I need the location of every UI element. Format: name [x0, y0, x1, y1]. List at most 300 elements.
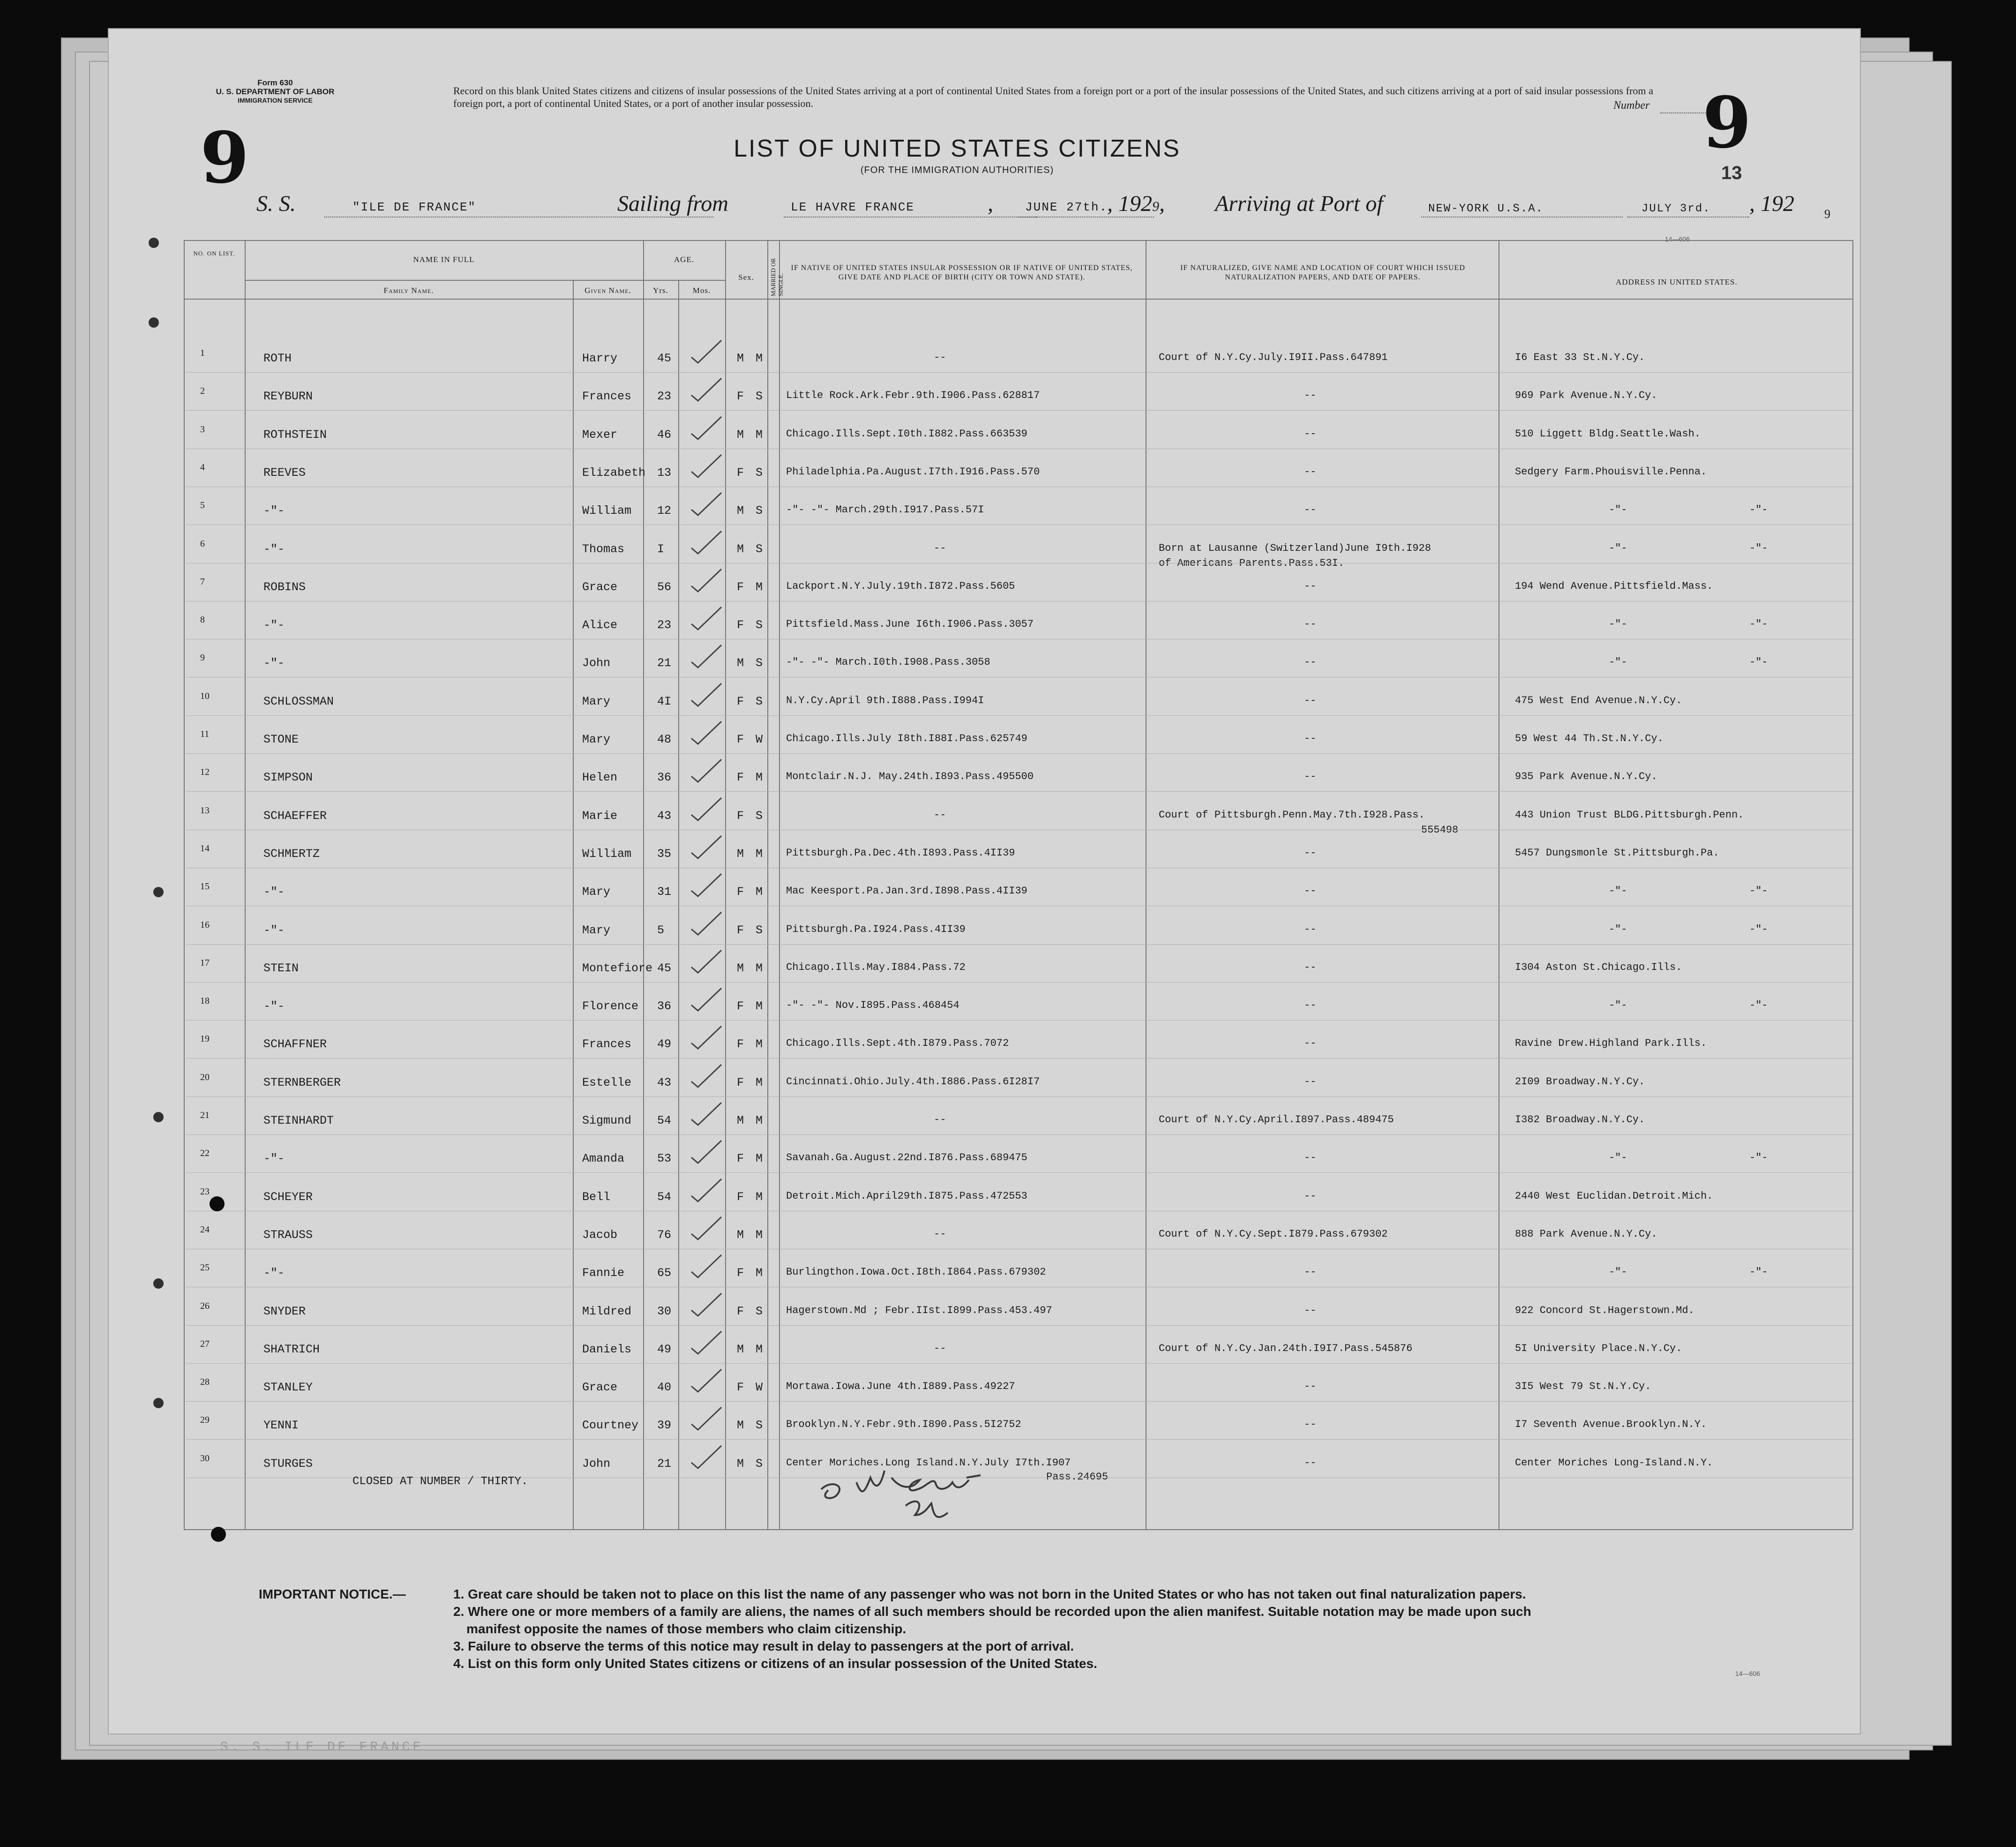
- address: 5457 Dungsmonle St.Pittsburgh.Pa.: [1515, 847, 1719, 859]
- sex: F: [737, 1152, 744, 1166]
- notice-item-2: 2. Where one or more members of a family are aliens, the names of all such members should be recorded upon the alien manifest. Suitable notation may be made upon such: [453, 1604, 1531, 1619]
- naturalization: --: [1304, 1419, 1317, 1431]
- given-name: John: [582, 1457, 611, 1471]
- row-number: 25: [200, 1262, 210, 1273]
- row-rule: [186, 791, 1855, 792]
- check-mark: [688, 795, 725, 823]
- family-name: SCHLOSSMAN: [263, 694, 334, 708]
- address: I304 Aston St.Chicago.Ills.: [1515, 961, 1682, 973]
- address: 5I University Place.N.Y.Cy.: [1515, 1342, 1682, 1354]
- marital-status: S: [756, 390, 763, 404]
- given-name: Thomas: [582, 542, 625, 556]
- marital-status: S: [756, 618, 763, 632]
- sex: F: [737, 999, 744, 1014]
- birth-place-date: Center Moriches.Long Island.N.Y.July I7th.I907: [786, 1457, 1071, 1469]
- table-row: [109, 539, 1862, 577]
- given-name: Mary: [582, 733, 611, 746]
- given-name: Frances: [582, 1037, 632, 1051]
- marital-status: M: [756, 1114, 763, 1127]
- row-rule: [186, 1020, 1855, 1021]
- family-name: -"-: [263, 542, 285, 556]
- given-name: Marie: [582, 809, 618, 823]
- address: 475 West End Avenue.N.Y.Cy.: [1515, 694, 1682, 706]
- naturalization: --: [1304, 1075, 1317, 1088]
- given-name: Mexer: [582, 428, 618, 442]
- family-name: STANLEY: [263, 1381, 313, 1395]
- address-ditto: -"-: [1749, 656, 1768, 668]
- birth-place-date: Hagerstown.Md ; Febr.IIst.I899.Pass.453.497: [786, 1304, 1052, 1316]
- table-row: [109, 348, 1862, 386]
- naturalization: --: [1304, 999, 1317, 1012]
- naturalization: --: [1304, 885, 1317, 897]
- given-name: Mary: [582, 923, 611, 937]
- age-years: 45: [657, 961, 672, 975]
- row-number: 28: [200, 1377, 210, 1388]
- family-name: SCHEYER: [263, 1190, 313, 1204]
- check-mark: [688, 1366, 725, 1395]
- family-name: STEIN: [263, 961, 299, 975]
- row-rule: [186, 715, 1855, 716]
- address: 59 West 44 Th.St.N.Y.Cy.: [1515, 733, 1664, 744]
- row-rule: [186, 1325, 1855, 1326]
- birth-place-date: Pittsburgh.Pa.I924.Pass.4II39: [786, 923, 966, 935]
- address-ditto: -"-: [1749, 1152, 1768, 1164]
- sex: F: [737, 885, 744, 899]
- age-years: 49: [657, 1037, 672, 1051]
- table-row: [109, 615, 1862, 653]
- address: -"-: [1609, 1152, 1627, 1164]
- punch-hole: [153, 887, 164, 897]
- service-name: IMMIGRATION SERVICE: [238, 97, 313, 104]
- address: 969 Park Avenue.N.Y.Cy.: [1515, 390, 1657, 402]
- naturalization: --: [1304, 580, 1317, 592]
- family-name: SIMPSON: [263, 771, 313, 785]
- row-rule: [186, 372, 1855, 373]
- given-name: Grace: [582, 1381, 618, 1395]
- family-name: SCHAFFNER: [263, 1037, 327, 1051]
- birth-place-date: Mortawa.Iowa.June 4th.I889.Pass.49227: [786, 1381, 1015, 1393]
- age-years: I: [657, 542, 665, 556]
- manifest-sheet: Form 630 U. S. DEPARTMENT OF LABOR IMMIGRATION SERVICE 9 Record on this blank United States citizens and citizens of insular possessions of the United States arriving at a port of continental United States from a foreign port or a port of the insular possessions of the United States, and such citizens arriving at a port of said insular possessions from a foreign port, a port of continental United States, or a port of another insular possession. LIST OF UNITED STATES CITIZENS (FOR THE IMMIGRATION AUTHORITIES) Number 9 13 S. S. "ILE DE FRANCE" Sailing from LE HAVRE FRANCE , JUNE 27th. , 1929, Arriving at Port of NEW-YORK U.S.A. JULY 3rd. , 192 9 14—606 NO. ON LIST. NAME IN FULL Family Name. Given Name. AGE. Yrs. Mos. Sex. MARRIED OR SINGLE. IF NATIVE OF UNITED STATES INSULAR POSSESSION OR IF NATIVE OF UNITED STATES, GIVE DATE AND PLACE OF BIRTH (CITY OR TOWN AND STATE). IF NATURALIZED, GIVE NAME AND LOCATION OF COURT WHICH ISSUED NATURALIZATION PAPERS, AND DATE OF PAPERS. ADDRESS IN UNITED STATES. 1 ROTH Harry 45 M M -- Court of N.Y.Cy.July.I9II.Pass.647891 I6 East 33 St.N.Y.Cy. 2 REYBURN Frances 23 F S Little Rock.Ark.Febr.9th.I906.Pass.628817 -- 969 Park Avenue.N.Y.Cy. 3 ROTHSTEIN Mexer 46 M M Chicago.Ills.Sept.I0th.I882.Pass.663539 -- 510 Liggett Bldg.Seattle.Wash. 4 REEVES Elizabeth 13 F S Philadelphia.Pa.August.I7th.I916.Pass.570 -- Sedgery Farm.Phouisville.Penna. 5 -"- William 12 M S -"- -"- March.29th.I917.Pass.57I -- -"- -"- 6 -"- Thomas I M S -- Born at Lausanne (Switzerland)June I9th.I928 -"- of Americans Parents.Pass.53I. -"- 7 ROBINS Grace 56 F M Lackport.N.Y.July.19th.I872.Pass.5605 -- 194 Wend Avenue.Pittsfield.Mass. 8 -"- Alice 23 F S Pittsfield.Mass.June I6th.I906.Pass.3057 -- -"- -"- 9 -"- John 21 M S -"- -"- March.I0th.I908.Pass.3058 -- -"- -"- 10 SCHLOSSMAN Mary 4I F S N.Y.Cy.April 9th.I888.Pass.I994I -- 475 West End Avenue.N.Y.Cy. 11 STONE Mary 48 F W Chicago.Ills.July I8th.I88I.Pass.625749 -- 59 West 44 Th.St.N.Y.Cy. 12 SIMPSON Helen 36 F M Montclair.N.J. May.24th.I893.Pass.495500 -- 935 Park Avenue.N.Y.Cy. 13 SCHAEFFER Marie 43 F S -- Court of Pittsburgh.Penn.May.7th.I928.Pass. 443 Union Trust BLDG.Pittsburgh.Penn. 555498 14 SCHMERTZ William 35 M M Pittsburgh.Pa.Dec.4th.I893.Pass.4II39 -- 5457 Dungsmonle St.Pittsburgh.Pa. 15 -"- Mary 31 F M Mac Keesport.Pa.Jan.3rd.I898.Pass.4II39 -- -"- -"- 16 -"- Mary 5 F S Pittsburgh.Pa.I924.Pass.4II39 -- -"- -"- 17 STEIN Montefiore 45 M M Chicago.Ills.May.I884.Pass.72 -- I304 Aston St.Chicago.Ills. 18 -"- Florence 36 F M -"- -"- Nov.I895.Pass.468454 -- -"- -"- 19 SCHAFFNER Frances 49 F M Chicago.Ills.Sept.4th.I879.Pass.7072 -- Ravine Drew.Highland Park.Ills. 20 STERNBERGER Estelle 43 F M Cincinnati.Ohio.July.4th.I886.Pass.6I28I7 -- 2I09 Broadway.N.Y.Cy. 21 STEINHARDT Sigmund 54 M M -- Court of N.Y.Cy.April.I897.Pass.489475 I382 Broadway.N.Y.Cy. 22 -"- Amanda 53 F M Savanah.Ga.August.22nd.I876.Pass.689475 -- -"- -"- 23 SCHEYER Bell 54 F M Detroit.Mich.April29th.I875.Pass.472553 -- 2440 West Euclidan.Detroit.Mich. 24 STRAUSS Jacob 76 M M -- Court of N.Y.Cy.Sept.I879.Pass.679302 888 Park Avenue.N.Y.Cy. 25 -"- Fannie 65 F M Burlingthon.Iowa.Oct.I8th.I864.Pass.679302 -- -"- -"- 26 SNYDER Mildred 30 F S Hagerstown.Md ; Febr.IIst.I899.Pass.453.497 -- 922 Concord St.Hagerstown.Md. 27 SHATRICH Daniels 49 M M -- Court of N.Y.Cy.Jan.24th.I9I7.Pass.545876 5I University Place.N.Y.Cy. 28 STANLEY Grace 40 F W Mortawa.Iowa.June 4th.I889.Pass.49227 -- 3I5 West 79 St.N.Y.Cy. 29 YENNI Courtney 39 M S Brooklyn.N.Y.Febr.9th.I890.Pass.5I2752 -- I7 Seventh Avenue.Brooklyn.N.Y. 30 STURGES John 21 M S Center Moriches.Long Island.N.Y.July I7th.I907 -- Center Moriches Long-Island.N.Y. Pass.24695 CLOSED AT NUMBER / THIRTY. IMPORTANT NOTICE.— 1. Great care should be taken not to place on this list the name of any passenger who was not born in the United States or who has not taken out final naturalization papers. 2. Where one or more members of a family are aliens, the names of all such members should be recorded upon the alien manifest. Suitable notation may be made upon such manifest opposite the names of those members who claim citizenship. 3. Failure to observe the terms of this notice may result in delay to passengers at the port of arrival. 4. List on this form only United States citizens or citizens of an insular possession of the United States. 14—606: [108, 28, 1861, 1734]
- punch-hole: [149, 317, 159, 328]
- check-mark: [688, 1443, 725, 1471]
- row-number: 29: [200, 1415, 210, 1426]
- given-name: Harry: [582, 352, 618, 365]
- marital-status: S: [756, 1419, 763, 1433]
- age-years: 31: [657, 885, 672, 899]
- naturalization: --: [1304, 1190, 1317, 1202]
- address: I382 Broadway.N.Y.Cy.: [1515, 1114, 1645, 1126]
- marital-status: S: [756, 809, 763, 823]
- marital-status: M: [756, 1152, 763, 1166]
- address-ditto: -"-: [1749, 618, 1768, 631]
- check-mark: [688, 1176, 725, 1204]
- age-years: 56: [657, 580, 672, 594]
- check-mark: [688, 338, 725, 366]
- row-number: 24: [200, 1224, 210, 1235]
- arrival-port: NEW-YORK U.S.A.: [1428, 203, 1544, 215]
- row-number: 3: [200, 424, 205, 435]
- age-years: 40: [657, 1381, 672, 1395]
- row-number: 27: [200, 1338, 210, 1349]
- row-rule: [186, 1058, 1855, 1059]
- marital-status: M: [756, 847, 763, 861]
- address: Sedgery Farm.Phouisville.Penna.: [1515, 466, 1707, 478]
- age-years: 4I: [657, 694, 672, 708]
- notice-label: IMPORTANT NOTICE.—: [259, 1587, 406, 1601]
- record-instructions: Record on this blank United States citizens and citizens of insular possessions of the United States arriving at a port of continental United States from a foreign port or a port of the insular possessions of the United States, and such citizens arriving at a port of said insular possessions from a foreign port, a port of continental United States, or a port of another insular possession.: [453, 85, 1653, 109]
- age-years: 53: [657, 1152, 672, 1166]
- punch-hole: [210, 1196, 225, 1211]
- naturalization: --: [1304, 466, 1317, 478]
- birth-place-date: -"- -"- March.I0th.I908.Pass.3058: [786, 656, 990, 668]
- header-age: AGE.: [674, 255, 695, 264]
- birth-place-date: Lackport.N.Y.July.19th.I872.Pass.5605: [786, 580, 1015, 592]
- closing-note: CLOSED AT NUMBER / THIRTY.: [352, 1475, 528, 1488]
- sex: F: [737, 771, 744, 785]
- address: -"-: [1609, 923, 1627, 935]
- punch-hole: [153, 1278, 164, 1289]
- check-mark: [688, 1138, 725, 1166]
- given-name: Grace: [582, 580, 618, 594]
- sex: M: [737, 1419, 744, 1433]
- marital-status: S: [756, 542, 763, 556]
- table-row: [109, 843, 1862, 881]
- address: 888 Park Avenue.N.Y.Cy.: [1515, 1228, 1657, 1240]
- marital-status: M: [756, 1037, 763, 1051]
- table-row: [109, 500, 1862, 538]
- sailing-year-digit: 9: [1152, 199, 1159, 214]
- sex: M: [737, 847, 744, 861]
- row-rule: [186, 1401, 1855, 1402]
- sex: M: [737, 428, 744, 442]
- table-row: [109, 805, 1862, 843]
- naturalization: --: [1304, 390, 1317, 402]
- punch-hole: [153, 1112, 164, 1122]
- marital-status: S: [756, 923, 763, 937]
- row-number: 9: [200, 653, 205, 663]
- sailing-label: Sailing from: [617, 191, 728, 216]
- sheet-stamp-number: 9: [200, 117, 249, 199]
- age-years: 21: [657, 656, 672, 670]
- check-mark: [688, 719, 725, 747]
- sex: F: [737, 694, 744, 708]
- naturalization: --: [1304, 1037, 1317, 1050]
- sex: F: [737, 618, 744, 632]
- header-naturalization: IF NATURALIZED, GIVE NAME AND LOCATION OF COURT WHICH ISSUED NATURALIZATION PAPERS, AND DATE OF PAPERS.: [1180, 264, 1465, 281]
- naturalization: --: [1304, 1457, 1317, 1469]
- address: 935 Park Avenue.N.Y.Cy.: [1515, 771, 1657, 783]
- header-given-name: Given Name.: [585, 286, 631, 295]
- family-name: -"-: [263, 1266, 285, 1280]
- arriving-label: Arriving at Port of: [1215, 191, 1383, 216]
- row-number: 1: [200, 348, 205, 358]
- row-rule: [186, 1172, 1855, 1173]
- marital-status: M: [756, 428, 763, 442]
- marital-status: M: [756, 580, 763, 594]
- row-rule: [186, 753, 1855, 754]
- family-name: -"-: [263, 656, 285, 670]
- age-years: 65: [657, 1266, 672, 1280]
- marital-status: S: [756, 466, 763, 480]
- birth-place-date: Chicago.Ills.Sept.I0th.I882.Pass.663539: [786, 428, 1027, 440]
- row-number: 7: [200, 576, 205, 587]
- birth-place-date: Montclair.N.J. May.24th.I893.Pass.495500: [786, 771, 1034, 783]
- address: -"-: [1609, 542, 1627, 554]
- sex: M: [737, 1342, 744, 1356]
- address: 194 Wend Avenue.Pittsfield.Mass.: [1515, 580, 1713, 592]
- marital-status: M: [756, 771, 763, 785]
- birth-place-date: Brooklyn.N.Y.Febr.9th.I890.Pass.5I2752: [786, 1419, 1021, 1431]
- row-number: 8: [200, 615, 205, 625]
- header-years: Yrs.: [653, 286, 668, 295]
- age-years: 48: [657, 733, 672, 746]
- given-name: Frances: [582, 390, 632, 404]
- naturalization: --: [1304, 618, 1317, 631]
- departure-port: LE HAVRE FRANCE: [791, 200, 915, 214]
- given-name: William: [582, 504, 632, 518]
- marital-status: S: [756, 1304, 763, 1318]
- check-mark: [688, 833, 725, 861]
- family-name: STEINHARDT: [263, 1114, 334, 1127]
- row-number: 22: [200, 1148, 210, 1159]
- family-name: -"-: [263, 885, 285, 899]
- naturalization: Court of N.Y.Cy.Sept.I879.Pass.679302: [1159, 1228, 1388, 1240]
- given-name: Fannie: [582, 1266, 625, 1280]
- naturalization-cont: of Americans Parents.Pass.53I.: [1159, 557, 1345, 569]
- marital-status: S: [756, 694, 763, 708]
- sex: M: [737, 542, 744, 556]
- address-ditto: -"-: [1749, 542, 1768, 554]
- address: 443 Union Trust BLDG.Pittsburgh.Penn.: [1515, 809, 1744, 821]
- family-name: STONE: [263, 733, 299, 746]
- address: 2440 West Euclidan.Detroit.Mich.: [1515, 1190, 1713, 1202]
- check-mark: [688, 1100, 725, 1128]
- family-name: REYBURN: [263, 390, 313, 404]
- age-years: 12: [657, 504, 672, 518]
- age-years: 43: [657, 1075, 672, 1089]
- age-years: 76: [657, 1228, 672, 1242]
- address: Center Moriches Long-Island.N.Y.: [1515, 1457, 1713, 1469]
- age-years: 21: [657, 1457, 672, 1471]
- naturalization: Born at Lausanne (Switzerland)June I9th.I928: [1159, 542, 1431, 554]
- table-row: [109, 1377, 1862, 1415]
- sex: F: [737, 390, 744, 404]
- family-name: -"-: [263, 923, 285, 937]
- given-name: Mildred: [582, 1304, 632, 1318]
- page-title: LIST OF UNITED STATES CITIZENS: [734, 135, 1181, 162]
- age-years: 36: [657, 771, 672, 785]
- age-years: 5: [657, 923, 665, 937]
- row-number: 20: [200, 1072, 210, 1082]
- naturalization: Court of N.Y.Cy.April.I897.Pass.489475: [1159, 1114, 1394, 1126]
- sex: F: [737, 1304, 744, 1318]
- table-row: [109, 958, 1862, 996]
- marital-status: S: [756, 1457, 763, 1471]
- list-number: 9: [1702, 82, 1752, 164]
- family-name: YENNI: [263, 1419, 299, 1433]
- check-mark: [688, 566, 725, 594]
- table-row: [109, 462, 1862, 500]
- family-name: -"-: [263, 999, 285, 1014]
- age-years: 46: [657, 428, 672, 442]
- given-name: John: [582, 656, 611, 670]
- sailing-date: JUNE 27th.: [1025, 200, 1108, 214]
- punch-hole: [149, 238, 159, 248]
- check-mark: [688, 642, 725, 670]
- arrival-year-digit: 9: [1824, 207, 1830, 221]
- row-rule: [186, 1134, 1855, 1135]
- address: -"-: [1609, 1266, 1627, 1278]
- birth-place-date: --: [934, 809, 946, 821]
- family-name: STRAUSS: [263, 1228, 313, 1242]
- marital-status: W: [756, 733, 763, 746]
- family-name: REEVES: [263, 466, 306, 480]
- birth-place-date: Cincinnati.Ohio.July.4th.I886.Pass.6I28I7: [786, 1075, 1040, 1088]
- sex: F: [737, 580, 744, 594]
- address: -"-: [1609, 656, 1627, 668]
- age-years: 30: [657, 1304, 672, 1318]
- row-number: 23: [200, 1186, 210, 1197]
- birth-place-date: --: [934, 1228, 946, 1240]
- sex: M: [737, 504, 744, 518]
- row-rule: [186, 410, 1855, 411]
- check-mark: [688, 604, 725, 632]
- marital-status: M: [756, 1190, 763, 1204]
- birth-place-date: Chicago.Ills.Sept.4th.I879.Pass.7072: [786, 1037, 1009, 1050]
- table-row: [109, 1072, 1862, 1110]
- naturalization: Court of N.Y.Cy.July.I9II.Pass.647891: [1159, 352, 1388, 363]
- birth-place-date: Detroit.Mich.April29th.I875.Pass.472553: [786, 1190, 1027, 1202]
- address: 510 Liggett Bldg.Seattle.Wash.: [1515, 428, 1701, 440]
- form-header: [202, 78, 348, 105]
- birth-place-date: --: [934, 542, 946, 554]
- header-months: Mos.: [692, 286, 711, 295]
- check-mark: [688, 1329, 725, 1357]
- sex: F: [737, 809, 744, 823]
- check-mark: [688, 1404, 725, 1433]
- age-years: 13: [657, 466, 672, 480]
- birth-place-date: Pittsburgh.Pa.Dec.4th.I893.Pass.4II39: [786, 847, 1015, 859]
- table-row: [109, 1339, 1862, 1377]
- row-number: 30: [200, 1453, 210, 1464]
- family-name: -"-: [263, 504, 285, 518]
- row-number: 18: [200, 996, 210, 1006]
- given-name: Mary: [582, 694, 611, 708]
- row-rule: [186, 1363, 1855, 1364]
- table-row: [109, 424, 1862, 462]
- department-name: U. S. DEPARTMENT OF LABOR: [216, 87, 335, 96]
- family-name: -"-: [263, 1152, 285, 1166]
- address: -"-: [1609, 999, 1627, 1012]
- row-number: 10: [200, 691, 210, 701]
- marital-status: W: [756, 1381, 763, 1395]
- naturalization-cont: 555498: [1421, 824, 1459, 836]
- naturalization: --: [1304, 694, 1317, 706]
- table-row: [109, 767, 1862, 805]
- sex: M: [737, 1114, 744, 1127]
- row-rule: [186, 982, 1855, 983]
- header-birth: IF NATIVE OF UNITED STATES INSULAR POSSESSION OR IF NATIVE OF UNITED STATES, GIVE DATE AND PLACE OF BIRTH (CITY OR TOWN AND STATE).: [791, 264, 1133, 281]
- notice-items: [453, 1585, 1836, 1672]
- table-row: [109, 691, 1862, 729]
- check-mark: [688, 490, 725, 518]
- address-ditto: -"-: [1749, 504, 1768, 516]
- given-name: Amanda: [582, 1152, 625, 1166]
- address: I6 East 33 St.N.Y.Cy.: [1515, 352, 1645, 363]
- check-mark: [688, 1252, 725, 1280]
- birth-place-date: Little Rock.Ark.Febr.9th.I906.Pass.628817: [786, 390, 1040, 402]
- naturalization: Court of N.Y.Cy.Jan.24th.I9I7.Pass.545876: [1159, 1342, 1413, 1354]
- table-row: [109, 1415, 1862, 1453]
- address-ditto: -"-: [1749, 885, 1768, 897]
- given-name: Alice: [582, 618, 618, 632]
- header-name-in-full: NAME IN FULL: [413, 255, 475, 264]
- row-number: 14: [200, 843, 210, 854]
- table-row: [109, 1224, 1862, 1262]
- birth-place-date: Philadelphia.Pa.August.I7th.I916.Pass.570: [786, 466, 1040, 478]
- sex: F: [737, 1075, 744, 1089]
- address: I7 Seventh Avenue.Brooklyn.N.Y.: [1515, 1419, 1707, 1431]
- birth-place-date: Savanah.Ga.August.22nd.I876.Pass.689475: [786, 1152, 1027, 1164]
- age-years: 39: [657, 1419, 672, 1433]
- row-number: 5: [200, 500, 205, 511]
- table-row: [109, 1186, 1862, 1224]
- address-ditto: -"-: [1749, 1266, 1768, 1278]
- print-code-top: 14—606: [1665, 235, 1690, 243]
- sex: M: [737, 1228, 744, 1242]
- naturalization: --: [1304, 428, 1317, 440]
- header-married-single: MARRIED OR SINGLE.: [770, 258, 784, 296]
- birth-place-date: Burlingthon.Iowa.Oct.I8th.I864.Pass.679302: [786, 1266, 1046, 1278]
- print-code-bottom: 14—606: [1735, 1670, 1760, 1677]
- given-name: Sigmund: [582, 1114, 632, 1127]
- row-number: 4: [200, 462, 205, 473]
- sex: M: [737, 961, 744, 975]
- given-name: Mary: [582, 885, 611, 899]
- birth-place-date: --: [934, 352, 946, 363]
- naturalization: --: [1304, 1304, 1317, 1316]
- notice-item-2-cont: manifest opposite the names of those members who claim citizenship.: [466, 1622, 907, 1636]
- family-name: ROTH: [263, 352, 292, 365]
- ship-name: "ILE DE FRANCE": [352, 200, 477, 214]
- check-mark: [688, 985, 725, 1014]
- check-mark: [688, 909, 725, 938]
- row-number: 17: [200, 957, 210, 968]
- birth-place-date: --: [934, 1342, 946, 1354]
- sex: F: [737, 466, 744, 480]
- sex: F: [737, 1190, 744, 1204]
- bottom-margin-label: S. S. ILE DE FRANCE: [220, 1740, 424, 1755]
- marital-status: M: [756, 885, 763, 899]
- check-mark: [688, 528, 725, 556]
- given-name: Elizabeth: [582, 466, 646, 480]
- family-name: -"-: [263, 618, 285, 632]
- arrival-date: JULY 3rd.: [1641, 203, 1711, 215]
- age-years: 23: [657, 390, 672, 404]
- address-ditto: -"-: [1749, 999, 1768, 1012]
- notice-item-3: 3. Failure to observe the terms of this notice may result in delay to passengers at the port of arrival.: [453, 1639, 1074, 1653]
- given-name: Jacob: [582, 1228, 618, 1242]
- arrival-year: 192: [1761, 191, 1794, 216]
- given-name: Montefiore: [582, 961, 653, 975]
- naturalization: --: [1304, 1152, 1317, 1164]
- sex: F: [737, 1381, 744, 1395]
- check-mark: [688, 681, 725, 709]
- naturalization: --: [1304, 1266, 1317, 1278]
- row-number: 26: [200, 1300, 210, 1311]
- birth-place-date: Mac Keesport.Pa.Jan.3rd.I898.Pass.4II39: [786, 885, 1027, 897]
